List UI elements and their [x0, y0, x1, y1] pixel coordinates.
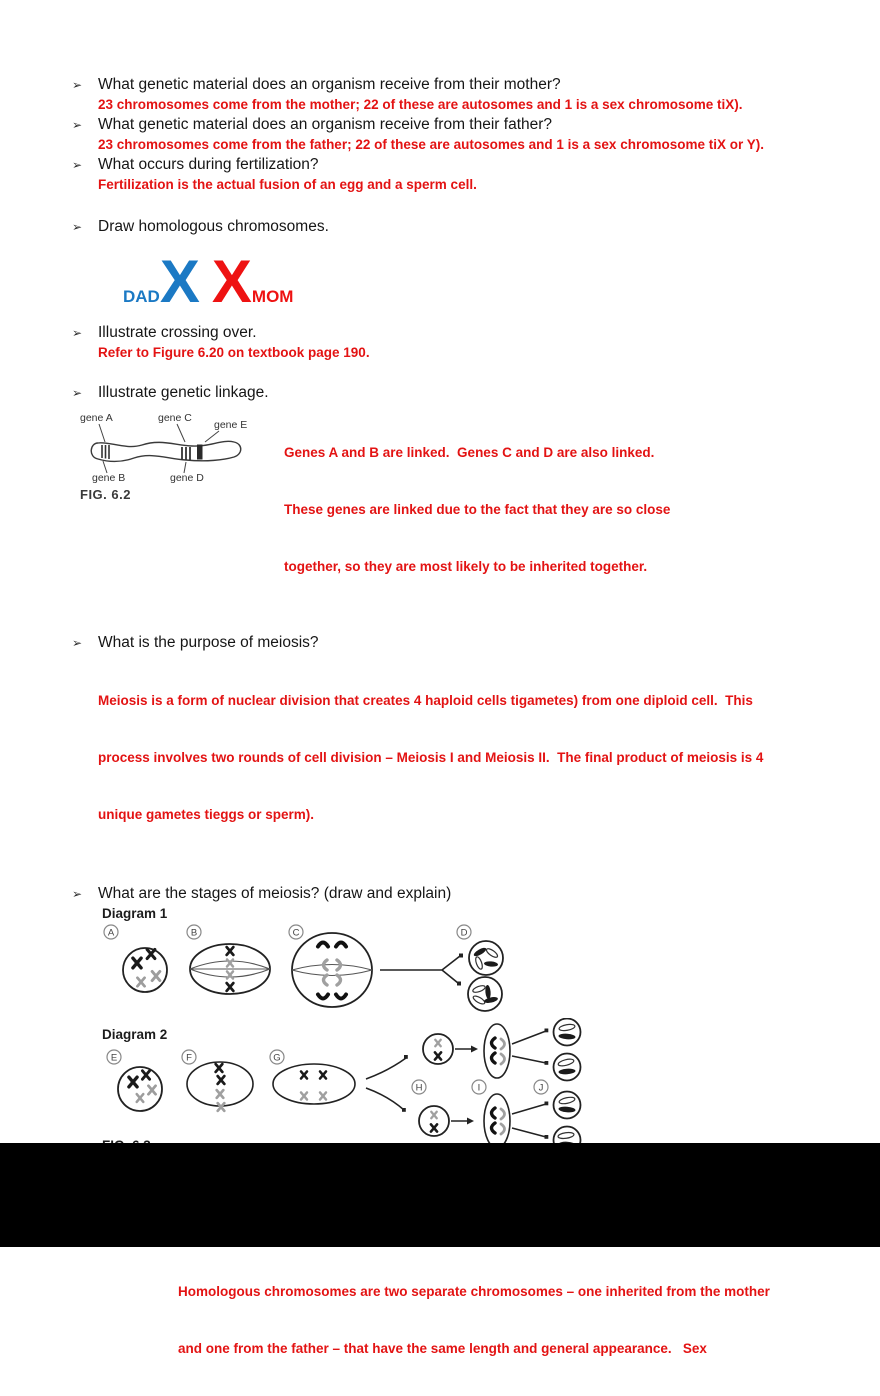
- svg-text:A: A: [107, 927, 115, 939]
- arrow-bullet-icon: ➢: [72, 158, 83, 172]
- svg-text:gene C: gene C: [158, 412, 192, 424]
- svg-text:D: D: [460, 927, 468, 939]
- question-text: Draw homologous chromosomes.: [98, 218, 329, 235]
- question-text: What occurs during fertilization?: [98, 156, 319, 173]
- diagram-2-title: Diagram 2: [102, 1027, 168, 1042]
- question-text: What is the purpose of meiosis?: [98, 634, 319, 651]
- arrow-bullet-icon: ➢: [72, 118, 83, 132]
- meiosis-diagram-2: [100, 1018, 840, 1156]
- question-text: What are the stages of meiosis? (draw and explain): [98, 885, 452, 902]
- svg-text:E: E: [110, 1052, 118, 1064]
- question-text: Illustrate genetic linkage.: [98, 384, 269, 401]
- arrow-bullet-icon: ➢: [72, 78, 83, 92]
- dad-label: DAD: [123, 287, 160, 306]
- meiosis-diagram-1: [100, 906, 840, 1018]
- answer-line: These genes are linked due to the fact that they are so close: [284, 502, 671, 517]
- arrow-bullet-icon: ➢: [72, 887, 83, 901]
- arrow-bullet-icon: ➢: [72, 636, 83, 650]
- question-fertilization: [72, 155, 840, 175]
- answer-line: process involves two rounds of cell division – Meiosis I and Meiosis II. The final product of meiosis is 4: [98, 750, 764, 765]
- answer-line: Meiosis is a form of nuclear division that creates 4 haploid cells tigametes) from one diploid cell. This: [98, 693, 753, 708]
- svg-text:B: B: [190, 927, 198, 939]
- bottom-black-bar: [0, 1143, 880, 1247]
- answer-line: together, so they are most likely to be inherited together.: [284, 559, 648, 574]
- mom-label: MOM: [251, 287, 294, 306]
- question-crossing-over: [72, 323, 840, 343]
- answer-fertilization: Fertilization is the actual fusion of an egg and a sperm cell.: [98, 177, 477, 192]
- svg-text:gene E: gene E: [214, 419, 248, 431]
- arrow-bullet-icon: ➢: [72, 220, 83, 234]
- fig-6-2-caption: FIG. 6.2: [80, 487, 131, 502]
- question-stages: [72, 884, 840, 904]
- svg-text:J: J: [538, 1082, 544, 1094]
- mom-chromosome-x: X: [211, 248, 252, 315]
- answer-line: Genes A and B are linked. Genes C and D are also linked.: [284, 445, 655, 460]
- question-mother: [72, 75, 840, 95]
- answer-homologous-vs-sex: [178, 1244, 840, 1396]
- gene-linkage-figure: [72, 405, 284, 614]
- answer-crossing-over: Refer to Figure 6.20 on textbook page 190.: [98, 345, 370, 360]
- svg-text:gene A: gene A: [80, 412, 113, 424]
- svg-text:I: I: [477, 1082, 481, 1094]
- answer-line: unique gametes tieggs or sperm).: [98, 807, 315, 822]
- diagram-1-art: [100, 906, 530, 1018]
- question-text: What genetic material does an organism receive from their mother?: [98, 76, 561, 93]
- svg-text:C: C: [292, 927, 300, 939]
- diagram-1-title: Diagram 1: [102, 906, 168, 921]
- answer-mother: 23 chromosomes come from the mother; 22 of these are autosomes and 1 is a sex chromosome tiX).: [98, 97, 743, 112]
- svg-text:gene D: gene D: [170, 472, 204, 484]
- svg-text:gene B: gene B: [92, 472, 126, 484]
- question-linkage: [72, 383, 840, 403]
- question-text: Illustrate crossing over.: [98, 324, 257, 341]
- answer-father: 23 chromosomes come from the father; 22 of these are autosomes and 1 is a sex chromosome tiX or Y).: [98, 137, 764, 152]
- dad-chromosome-x: X: [159, 248, 200, 315]
- arrow-bullet-icon: ➢: [72, 386, 83, 400]
- homologous-chromosomes-figure: [123, 247, 840, 319]
- question-purpose: [72, 633, 840, 653]
- answer-line: and one from the father – that have the same length and general appearance. Sex: [178, 1341, 707, 1356]
- chromosome-diagram: [72, 405, 282, 487]
- arrow-bullet-icon: ➢: [72, 326, 83, 340]
- answer-linkage: [284, 405, 670, 614]
- answer-line: Homologous chromosomes are two separate chromosomes – one inherited from the mother: [178, 1284, 770, 1299]
- question-father: [72, 115, 840, 135]
- svg-text:G: G: [273, 1052, 281, 1064]
- svg-text:H: H: [415, 1082, 423, 1094]
- question-text: What genetic material does an organism receive from their father?: [98, 116, 553, 133]
- question-homologous: [72, 217, 840, 237]
- diagram-2-art: [100, 1018, 600, 1156]
- answer-purpose: [98, 653, 840, 862]
- svg-text:F: F: [186, 1052, 192, 1064]
- linkage-figure-row: [72, 405, 840, 614]
